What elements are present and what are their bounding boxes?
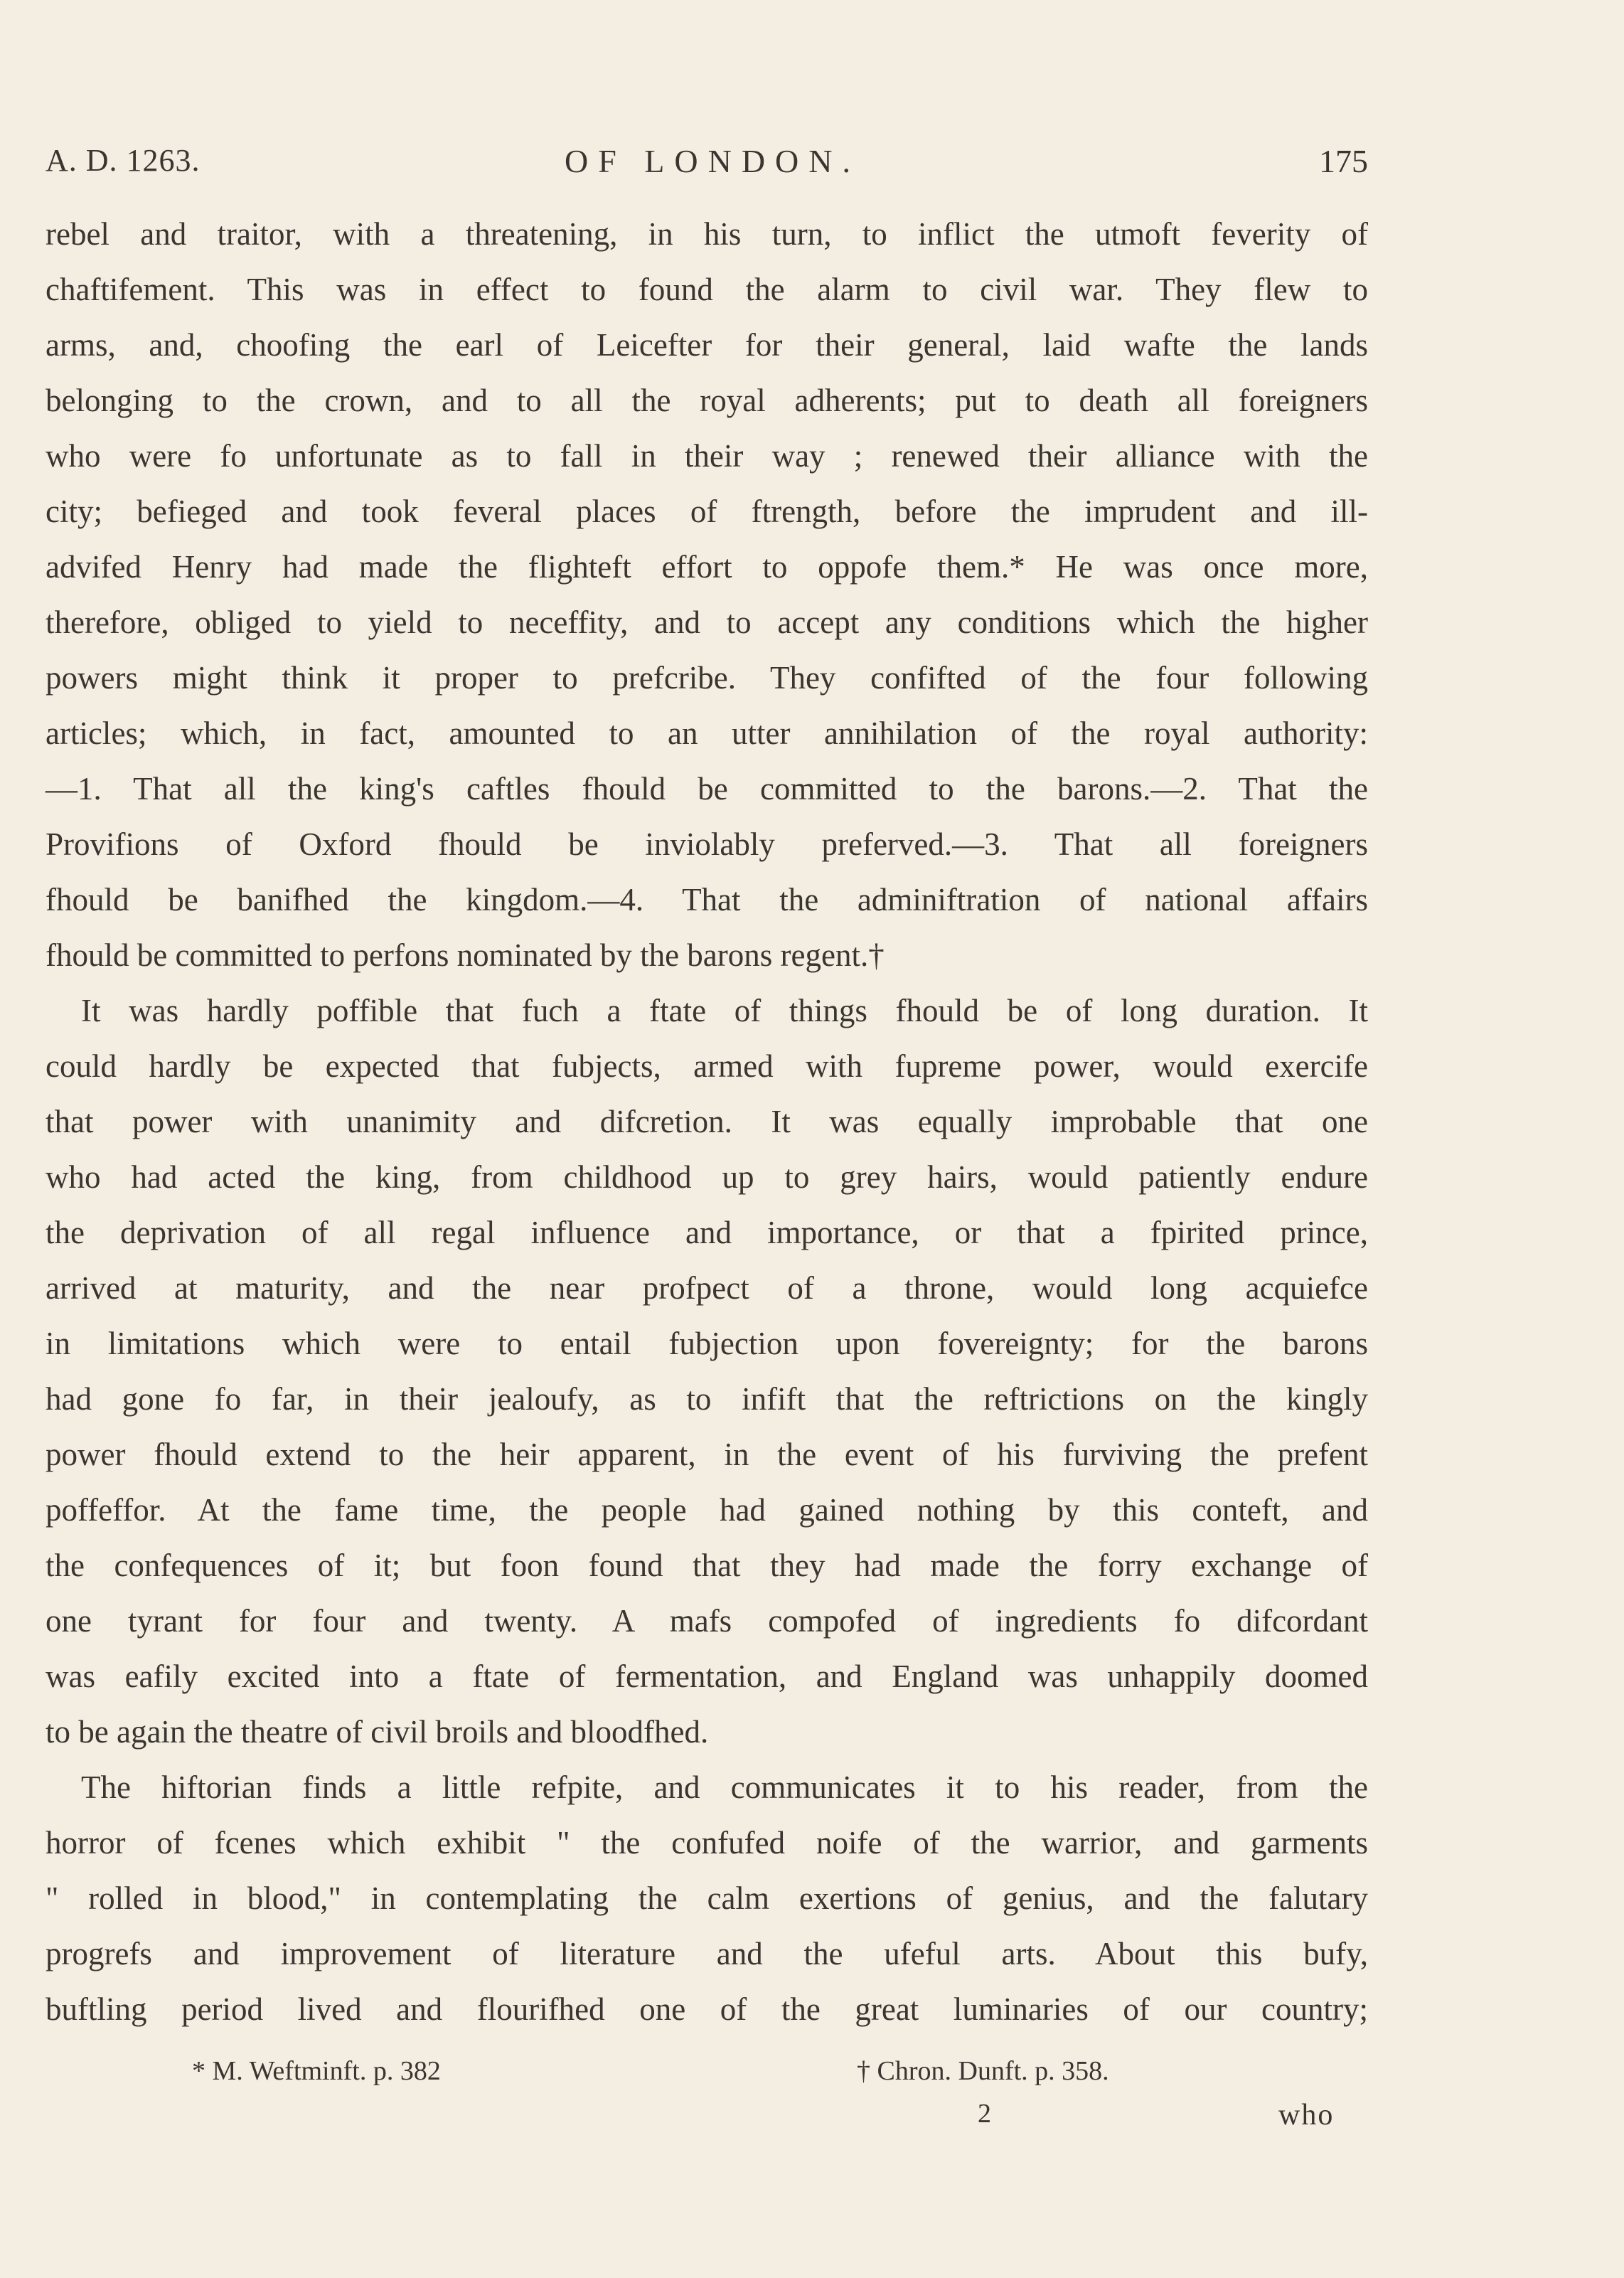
text-line: fhould be committed to perfons nominated by the barons regent.† — [46, 937, 885, 973]
text-line: belonging to the crown, and to all the royal adherents; put to death all foreigners — [46, 383, 1368, 418]
text-line: —1. That all the king's caftles fhould be committed to the barons.—2. That the — [46, 771, 1368, 807]
text-line: buftling period lived and flourifhed one of the great luminaries of our country; — [46, 1991, 1368, 2027]
text-line: power fhould extend to the heir apparent, in the event of his furviving the prefent — [46, 1437, 1368, 1472]
header-title: OF LONDON. — [565, 143, 860, 179]
footnotes — [192, 2055, 1202, 2098]
text-line: the confequences of it; but foon found that they had made the forry exchange of — [46, 1548, 1368, 1583]
text-line: The hiftorian finds a little refpite, and communicates it to his reader, from the — [81, 1769, 1368, 1805]
text-line: powers might think it proper to prefcribe. They confifted of the four following — [46, 660, 1368, 696]
text-line: horror of fcenes which exhibit " the confufed noife of the warrior, and garments — [46, 1825, 1368, 1861]
text-line: had gone fo far, in their jealoufy, as to infift that the reftrictions on the kingly — [46, 1381, 1368, 1417]
text-line: was eafily excited into a ftate of fermentation, and England was unhappily doomed — [46, 1659, 1368, 1694]
text-line: arrived at maturity, and the near profpect of a throne, would long acquiefce — [46, 1270, 1368, 1306]
text-line: that power with unanimity and difcretion. It was equally improbable that one — [46, 1104, 1368, 1139]
text-line: progrefs and improvement of literature and the ufeful arts. About this bufy, — [46, 1936, 1368, 1971]
running-header — [46, 142, 1368, 192]
text-line: advifed Henry had made the flighteft effort to oppofe them.* He was once more, — [46, 549, 1368, 585]
text-line: the deprivation of all regal influence and importance, or that a fpirited prince, — [46, 1215, 1368, 1250]
text-line: who were fo unfortunate as to fall in their way ; renewed their alliance with the — [46, 438, 1368, 474]
text-line: arms, and, choofing the earl of Leicefter for their general, laid wafte the lands — [46, 327, 1368, 363]
footnote-1: * M. Weftminft. p. 382 — [192, 2056, 441, 2086]
text-line: chaftifement. This was in effect to found the alarm to civil war. They flew to — [46, 272, 1368, 307]
text-line: city; befieged and took feveral places of ftrength, before the imprudent and ill- — [46, 494, 1368, 529]
text-line: therefore, obliged to yield to neceffity, and to accept any conditions which the higher — [46, 605, 1368, 640]
footnote-2: † Chron. Dunft. p. 358. — [857, 2056, 1109, 2086]
text-line: one tyrant for four and twenty. A mafs compofed of ingredients fo difcordant — [46, 1603, 1368, 1639]
text-line: could hardly be expected that fubjects, armed with fupreme power, would exercife — [46, 1048, 1368, 1084]
text-line: " rolled in blood," in contemplating the calm exertions of genius, and the falutary — [46, 1880, 1368, 1916]
text-line: poffeffor. At the fame time, the people had gained nothing by this conteft, and — [46, 1492, 1368, 1528]
text-line: articles; which, in fact, amounted to an utter annihilation of the royal authority: — [46, 715, 1368, 751]
signature-mark: 2 — [978, 2099, 991, 2129]
catchword: who — [1278, 2099, 1335, 2131]
text-line: Provifions of Oxford fhould be inviolably preferved.—3. That all foreigners — [46, 826, 1368, 862]
page-number: 175 — [1319, 143, 1368, 179]
text-line: to be again the theatre of civil broils and bloodfhed. — [46, 1714, 709, 1750]
text-line: who had acted the king, from childhood up to grey hairs, would patiently endure — [46, 1159, 1368, 1195]
text-line: in limitations which were to entail fubjection upon fovereignty; for the barons — [46, 1326, 1368, 1361]
text-line: fhould be banifhed the kingdom.—4. That the adminiftration of national affairs — [46, 882, 1368, 917]
body-text — [46, 206, 1368, 2037]
text-line: It was hardly poffible that fuch a ftate of things fhould be of long duration. It — [81, 993, 1368, 1028]
text-line: rebel and traitor, with a threatening, in his turn, to inflict the utmoft feverity of — [46, 216, 1368, 252]
header-date: A. D. 1263. — [46, 143, 201, 178]
